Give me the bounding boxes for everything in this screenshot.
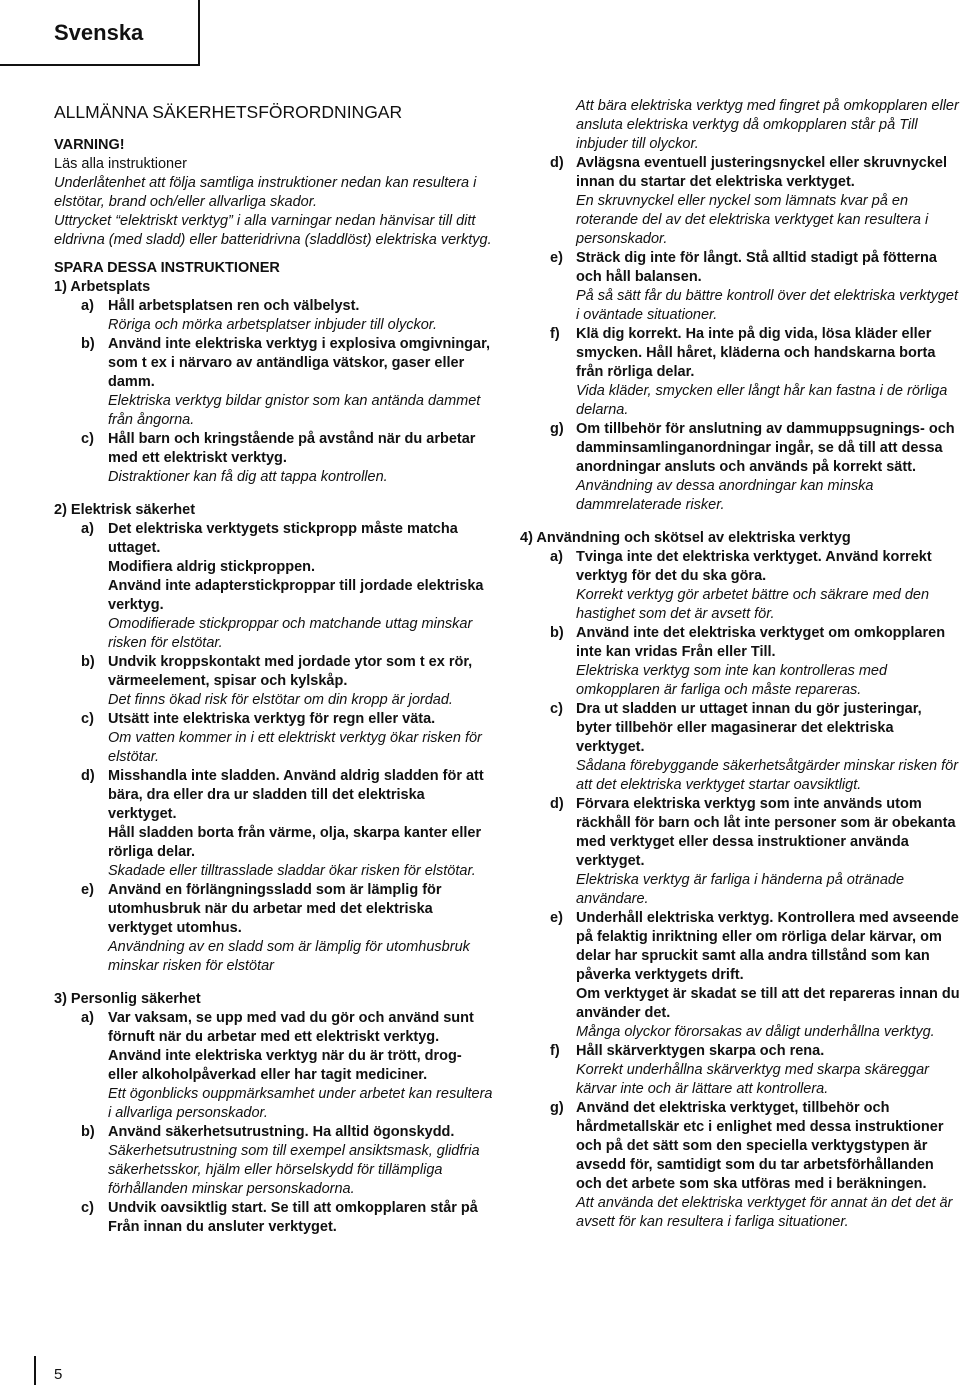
item-italic: Sådana förebyggande säkerhetsåtgärder minskar risken för att det elektriska verktyget startar oavsiktligt. [576,758,959,793]
s4-item-g [520,1099,960,1232]
section-1-heading: 1) Arbetsplats [54,279,151,295]
item-italic: Distraktioner kan få dig att tappa kontrollen. [108,469,388,485]
s1-item-b [54,335,494,430]
section-2-heading: 2) Elektrisk säkerhet [54,502,196,518]
item-bold: Modifiera aldrig stickproppen. [108,559,316,575]
item-letter: c) [81,431,94,447]
item-letter: b) [81,654,95,670]
item-italic: Användning av dessa anordningar kan minska dammrelaterade risker. [576,478,874,513]
section-3-heading: 3) Personlig säkerhet [54,991,201,1007]
item-italic: På så sätt får du bättre kontroll över det elektriska verktyget i oväntade situationer. [576,288,959,323]
item-italic: Korrekt verktyg gör arbetet bättre och säkrare med den hastighet som det är avsett för. [576,587,930,622]
s2-item-e [54,881,494,976]
item-letter: g) [550,1100,564,1116]
s4-item-f [520,1042,960,1099]
item-bold: Klä dig korrekt. Ha inte på dig vida, lösa kläder eller smycken. Håll håret, kläderna och handskarna borta från rörliga delar. [576,326,936,380]
read-instructions: Läs alla instruktioner [54,156,187,172]
term-definition: Uttrycket “elektriskt verktyg” i alla varningar nedan hänvisar till ditt eldrivna (med sladd) eller batteridrivna (sladdlöst) elektriska verktyg. [54,213,492,248]
item-italic: En skruvnyckel eller nyckel som lämnats kvar på en roterande del av det elektriska verktyget kan resultera i personskador. [576,193,929,247]
item-bold: Var vaksam, se upp med vad du gör och använd sunt förnuft när du arbetar med ett elektriskt verktyg. [108,1010,474,1045]
language-tab [0,0,200,66]
s2-item-b [54,653,494,710]
item-bold: Använd det elektriska verktyget, tillbehör och hårdmetallskär etc i enlighet med dessa instruktioner och på det sätt som den speciella verktygstypen är avsedd för, samtidigt som du tar arbetsförhållanden och det arbete som ska utföras med i beräkningen. [576,1100,944,1192]
item-letter: d) [81,768,95,784]
item-bold: Misshandla inte sladden. Använd aldrig sladden för att bära, dra eller dra ur sladden till det elektriska verktyget. [108,768,484,822]
s3-item-f [520,325,960,420]
item-bold: Använd säkerhetsutrustning. Ha alltid ögonskydd. [108,1124,455,1140]
item-italic: Vida kläder, smycken eller långt hår kan fastna i de rörliga delarna. [576,383,948,418]
item-bold: Håll sladden borta från värme, olja, skarpa kanter eller rörliga delar. [108,825,482,860]
item-italic: Elektriska verktyg är farliga i händerna på otränade användare. [576,872,905,907]
item-bold: Sträck dig inte för långt. Stå alltid stadigt på fötterna och håll balansen. [576,250,937,285]
item-letter: b) [81,1124,95,1140]
item-bold: Utsätt inte elektriska verktyg för regn eller väta. [108,711,436,727]
item-bold: Använd en förlängningssladd som är lämplig för utomhusbruk när du arbetar med det elektriska verktyget utomhus. [108,882,442,936]
item-letter: d) [550,155,564,171]
s3-item-c-italic: Att bära elektriska verktyg med fingret på omkopplaren eller ansluta elektriska verktyg då omkopplaren står på Till inbjuder till olyckor. [576,98,959,152]
footer-rule [34,1356,36,1385]
item-bold: Tvinga inte det elektriska verktyget. Använd korrekt verktyg för det du ska göra. [576,549,932,584]
item-letter: c) [81,711,94,727]
item-italic: Omodifierade stickproppar och matchande uttag minskar risken för elstötar. [108,616,473,651]
item-bold: Det elektriska verktygets stickpropp måste matcha uttaget. [108,521,458,556]
s4-item-a [520,548,960,624]
item-letter: a) [81,1010,94,1026]
item-italic: Ett ögonblicks ouppmärksamhet under arbetet kan resultera i allvarliga personskador. [108,1086,493,1121]
item-italic: Det finns ökad risk för elstötar om din kropp är jordad. [108,692,453,708]
item-italic: Användning av en sladd som är lämplig för utomhusbruk minskar risken för elstötar [108,939,470,974]
item-bold: Håll arbetsplatsen ren och välbelyst. [108,298,360,314]
item-italic: Många olyckor förorsakas av dåligt underhållna verktyg. [576,1024,935,1040]
item-bold: Om tillbehör för anslutning av dammuppsugnings- och damminsamlinganordningar ingår, se då till att dessa anordningar ansluts och används på korrekt sätt. [576,421,955,475]
item-letter: e) [81,882,94,898]
item-bold: Om verktyget är skadat se till att det repareras innan du använder det. [576,986,960,1021]
s4-item-d [520,795,960,909]
s2-item-a [54,520,494,653]
item-italic: Att använda det elektriska verktyget för annat än det det är avsett för kan resultera i farliga situationer. [576,1195,953,1230]
item-bold: Förvara elektriska verktyg som inte används utom räckhåll för barn och låt inte personer som är obekanta med verktyget eller dessa instruktioner använda verktyget. [576,796,956,869]
item-bold: Underhåll elektriska verktyg. Kontrollera med avseende på felaktig inriktning eller om rörliga delar kärvar, om delar har spruckit samt alla andra tillstånd som kan påverka verktygets drift. [576,910,959,983]
s2-item-d [54,767,494,881]
item-letter: f) [550,326,560,342]
item-letter: d) [550,796,564,812]
item-italic: Skadade eller tilltrasslade sladdar ökar risken för elstötar. [108,863,476,879]
language-label: Svenska [54,20,144,45]
item-bold: Dra ut sladden ur uttaget innan du gör justeringar, byter tillbehör eller magasinerar det elektriska verktyget. [576,701,922,755]
section-4-heading: 4) Användning och skötsel av elektriska verktyg [520,530,851,546]
item-letter: g) [550,421,564,437]
read-instructions-text: Underlåtenhet att följa samtliga instruktioner nedan kan resultera i elstötar, brand och/eller allvarliga skador. [54,175,477,210]
s2-item-c [54,710,494,767]
item-italic: Röriga och mörka arbetsplatser inbjuder till olyckor. [108,317,438,333]
item-bold: Använd inte elektriska verktyg när du är trött, drog- eller alkoholpåverkad eller har tagit mediciner. [108,1048,462,1083]
item-bold: Håll skärverktygen skarpa och rena. [576,1043,825,1059]
document-title: ALLMÄNNA SÄKERHETSFÖRORDNINGAR [54,102,403,122]
item-bold: Använd inte adapterstickproppar till jordade elektriska verktyg. [108,578,484,613]
s3-item-b [54,1123,494,1199]
warning-label: VARNING! [54,137,125,153]
item-letter: e) [550,250,563,266]
item-italic: Korrekt underhållna skärverktyg med skarpa skäreggar kärvar inte och är lättare att kontrollera. [576,1062,929,1097]
s3-item-e [520,249,960,325]
item-bold: Undvik oavsiktlig start. Se till att omkopplaren står på Från innan du ansluter verktyget. [108,1200,478,1235]
item-letter: c) [81,1200,94,1216]
item-bold: Undvik kroppskontakt med jordade ytor som t ex rör, värmeelement, spisar och kylskåp. [108,654,473,689]
item-bold: Använd inte elektriska verktyg i explosiva omgivningar, som t ex i närvaro av antändliga vätskor, gaser eller damm. [108,336,490,390]
s3-item-g [520,420,960,515]
item-bold: Håll barn och kringstående på avstånd när du arbetar med ett elektriskt verktyg. [108,431,476,466]
item-letter: a) [81,521,94,537]
item-bold: Använd inte det elektriska verktyget om omkopplaren inte kan vridas Från eller Till. [576,625,946,660]
left-column [54,95,494,1237]
s4-item-b [520,624,960,700]
s1-item-a [54,297,494,335]
s3-item-a [54,1009,494,1123]
item-letter: b) [550,625,564,641]
item-letter: e) [550,910,563,926]
s1-item-c [54,430,494,487]
item-italic: Om vatten kommer in i ett elektriskt verktyg ökar risken för elstötar. [108,730,482,765]
save-instructions: SPARA DESSA INSTRUKTIONER [54,260,280,276]
page-number: 5 [54,1366,63,1383]
s4-item-c [520,700,960,795]
s4-item-e [520,909,960,1042]
item-letter: a) [550,549,563,565]
right-column [520,97,960,1232]
s3-item-c [54,1199,494,1237]
item-italic: Elektriska verktyg som inte kan kontrolleras med omkopplaren är farliga och måste repareras. [576,663,888,698]
item-letter: a) [81,298,94,314]
item-letter: f) [550,1043,560,1059]
item-letter: b) [81,336,95,352]
s3-item-d [520,154,960,249]
item-letter: c) [550,701,563,717]
item-bold: Avlägsna eventuell justeringsnyckel eller skruvnyckel innan du startar det elektriska verktyget. [576,155,948,190]
item-italic: Elektriska verktyg bildar gnistor som kan antända dammet från ångorna. [108,393,481,428]
item-italic: Säkerhetsutrustning som till exempel ansiktsmask, glidfria säkerhetsskor, hjälm eller hörselskydd för tillämpliga förhållanden minskar personskadorna. [108,1143,480,1197]
